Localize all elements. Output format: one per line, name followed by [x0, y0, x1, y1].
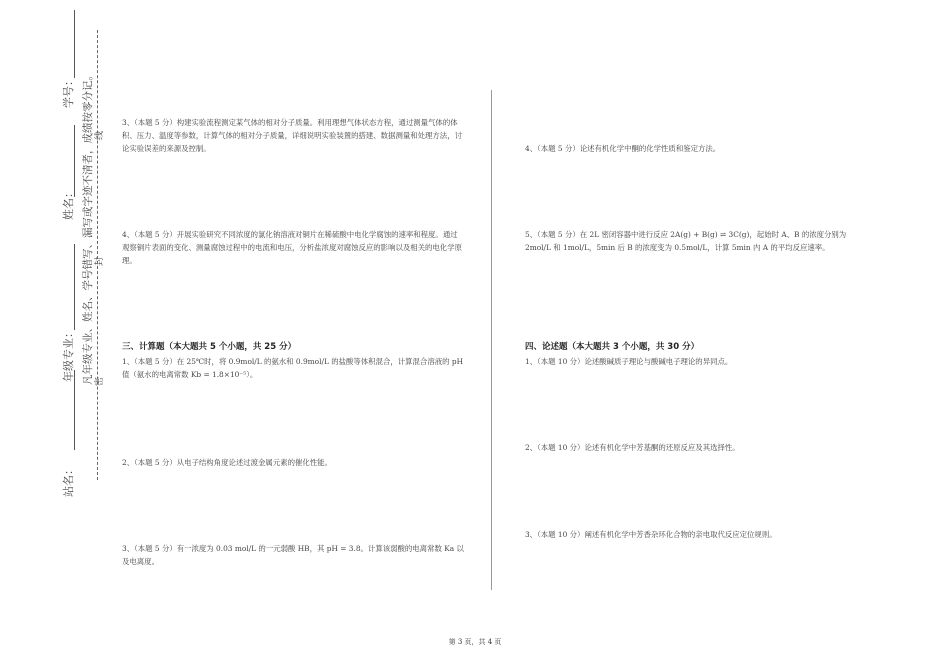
page-number: 第 3 页，共 4 页 [448, 638, 502, 646]
question-4: 4、（本题 5 分）开展实验研究不同浓度的氯化钠溶液对铜片在稀硫酸中电化学腐蚀的速率和程度。通过观察铜片表面的变化、测量腐蚀过程中的电流和电压，分析盐浓度对腐蚀反应的影响以及相关的电化学原理。 [122, 230, 462, 265]
binding-margin [0, 0, 110, 672]
student-id-label: 学号： [62, 75, 75, 108]
essay-question-3: 3、（本题 10 分）阐述有机化学中芳香杂环化合物的亲电取代反应定位规则。 [525, 530, 777, 539]
seal-char-feng: 封 [95, 256, 105, 266]
section-4-title: 四、论述题（本大题共 3 个小题，共 30 分） [525, 342, 700, 352]
school-line [74, 370, 75, 450]
seal-char-xian: 线 [95, 130, 105, 140]
essay-question-1: 1、（本题 10 分）论述酸碱质子理论与酸碱电子理论的异同点。 [525, 357, 733, 366]
question-4-right: 4、（本题 5 分）论述有机化学中酮的化学性质和鉴定方法。 [525, 144, 721, 153]
calc-question-3: 3、（本题 5 分）有一浓度为 0.03 mol/L 的一元弱酸 HB，其 pH = 3.8。计算该弱酸的电离常数 Ka 以及电离度。 [122, 544, 464, 566]
student-id-line [74, 10, 75, 78]
calc-question-2: 2、（本题 5 分）从电子结构角度论述过渡金属元素的催化性能。 [122, 458, 332, 467]
question-5-right: 5、（本题 5 分）在 2L 密闭容器中进行反应 2A(g) + B(g) ⇌ 3C(g)，起始时 A、B 的浓度分别为 2mol/L 和 1mol/L，5min 后 B 的浓度变为 0.5mol/L，计算 5min 内 A 的平均反应速率。 [525, 230, 847, 252]
school-label: 站名： [62, 464, 75, 497]
seal-dashed-line [97, 30, 98, 480]
section-3-title: 三、计算题（本大题共 5 个小题，共 25 分） [122, 342, 297, 352]
seal-char-mi: 密 [95, 376, 105, 386]
name-label: 姓名： [62, 187, 75, 220]
question-3: 3、（本题 5 分）构建实验流程测定某气体的相对分子质量。利用理想气体状态方程，通过测量气体的体积、压力、温度等参数，计算气体的相对分子质量，详细说明实验装置的搭建、数据测量和处理方法，讨论实验误差的来源及控制。 [122, 118, 462, 153]
column-divider [491, 90, 492, 590]
major-line [74, 244, 75, 330]
warning-text: 凡年级专业、姓名、学号错写、漏写或字迹不清者，成绩按零分记。 [82, 70, 94, 385]
major-label: 年级专业： [62, 327, 75, 382]
essay-question-2: 2、（本题 10 分）论述有机化学中芳基酮的还原反应及其选择性。 [525, 443, 740, 452]
calc-question-1: 1、（本题 5 分）在 25℃时，将 0.9mol/L 的氨水和 0.9mol/L 的盐酸等体积混合，计算混合溶液的 pH 值（氨水的电离常数 Kb = 1.8×10⁻⁵）。 [122, 357, 464, 379]
